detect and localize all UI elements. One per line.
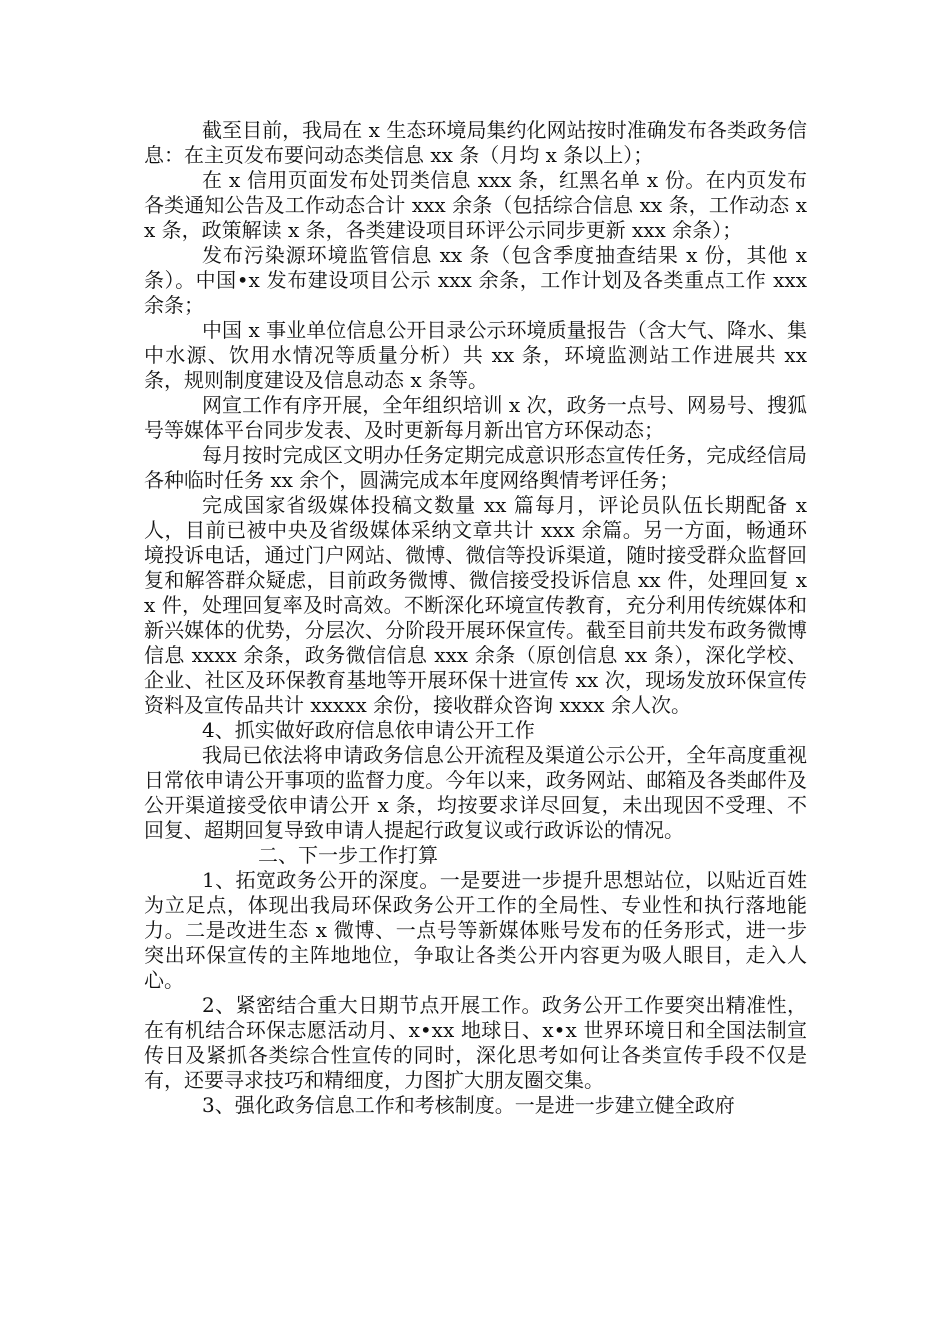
document-body — [144, 118, 814, 1118]
paragraph-credit-page: 在 x 信用页面发布处罚类信息 xxx 条，红黑名单 x 份。在内页发布各类通知公告及工作动态合计 xxx 余条（包括综合信息 xx 条，工作动态 xx 条，政策解读 x 条，各类建设项目环评公示同步更新 xxx 余条）； — [144, 168, 807, 242]
plan-item-2: 2、紧密结合重大日期节点开展工作。政务公开工作要突出精准性，在有机结合环保志愿活动月、x•xx 地球日、x•x 世界环境日和全国法制宣传日及紧抓各类综合性宣传的同时，深化思考如何让各类宣传手段不仅是有，还要寻求技巧和精细度，力图扩大朋友圈交集。 — [144, 993, 807, 1092]
plan-item-1: 1、拓宽政务公开的深度。一是要进一步提升思想站位，以贴近百姓为立足点，体现出我局环保政务公开工作的全局性、专业性和执行落地能力。二是改进生态 x 微博、一点号等新媒体账号发布的任务形式，进一步突出环保宣传的主阵地地位，争取让各类公开内容更为吸人眼目，走入人心。 — [144, 868, 807, 992]
section-heading-next-steps: 二、下一步工作打算 — [258, 843, 438, 867]
paragraph-public-catalog: 中国 x 事业单位信息公开目录公示环境质量报告（含大气、降水、集中水源、饮用水情况等质量分析）共 xx 条，环境监测站工作进展共 xx 条，规则制度建设及信息动态 x 条等。 — [144, 318, 814, 392]
paragraph-request-disclosure: 我局已依法将申请政务信息公开流程及渠道公示公开，全年高度重视日常依申请公开事项的监督力度。今年以来，政务网站、邮箱及各类邮件及公开渠道接受依申请公开 x 条，均按要求详尽回复，未出现因不受理、不回复、超期回复导致申请人提起行政复议或行政诉讼的情况。 — [144, 743, 807, 842]
paragraph-pollution-info: 发布污染源环境监管信息 xx 条（包含季度抽查结果 x 份，其他 x 条）。中国•x 发布建设项目公示 xxx 余条，工作计划及各类重点工作 xxx 余条； — [144, 243, 814, 317]
subheading-request-disclosure: 4、抓实做好政府信息依申请公开工作 — [202, 718, 535, 742]
paragraph-website-info: 截至目前，我局在 x 生态环境局集约化网站按时准确发布各类政务信息：在主页发布要问动态类信息 xx 条（月均 x 条以上）； — [144, 118, 807, 167]
paragraph-media-submissions: 完成国家省级媒体投稿文数量 xx 篇每月，评论员队伍长期配备 x 人，目前已被中央及省级媒体采纳文章共计 xxx 余篇。另一方面，畅通环境投诉电话，通过门户网站、微博、微信等投诉渠道，随时接受群众监督回复和解答群众疑虑，目前政务微博、微信接受投诉信息 xx 件，处理回复 xx 件，处理回复率及时高效。不断深化环境宣传教育，充分利用传统媒体和新兴媒体的优势，分层次、分阶段开展环保宣传。截至目前共发布政务微博信息 xxxx 余条，政务微信信息 xxx 余条（原创信息 xx 条），深化学校、企业、社区及环保教育基地等开展环保十进宣传 xx 次，现场发放环保宣传资料及宣传品共计 xxxxx 余份，接收群众咨询 xxxx 余人次。 — [144, 493, 814, 717]
paragraph-online-publicity: 网宣工作有序开展，全年组织培训 x 次，政务一点号、网易号、搜狐号等媒体平台同步发表、及时更新每月新出官方环保动态； — [144, 393, 807, 442]
paragraph-monthly-tasks: 每月按时完成区文明办任务定期完成意识形态宣传任务，完成经信局各种临时任务 xx 余个，圆满完成本年度网络舆情考评任务； — [144, 443, 807, 492]
plan-item-3: 3、强化政务信息工作和考核制度。一是进一步建立健全政府 — [202, 1093, 735, 1117]
